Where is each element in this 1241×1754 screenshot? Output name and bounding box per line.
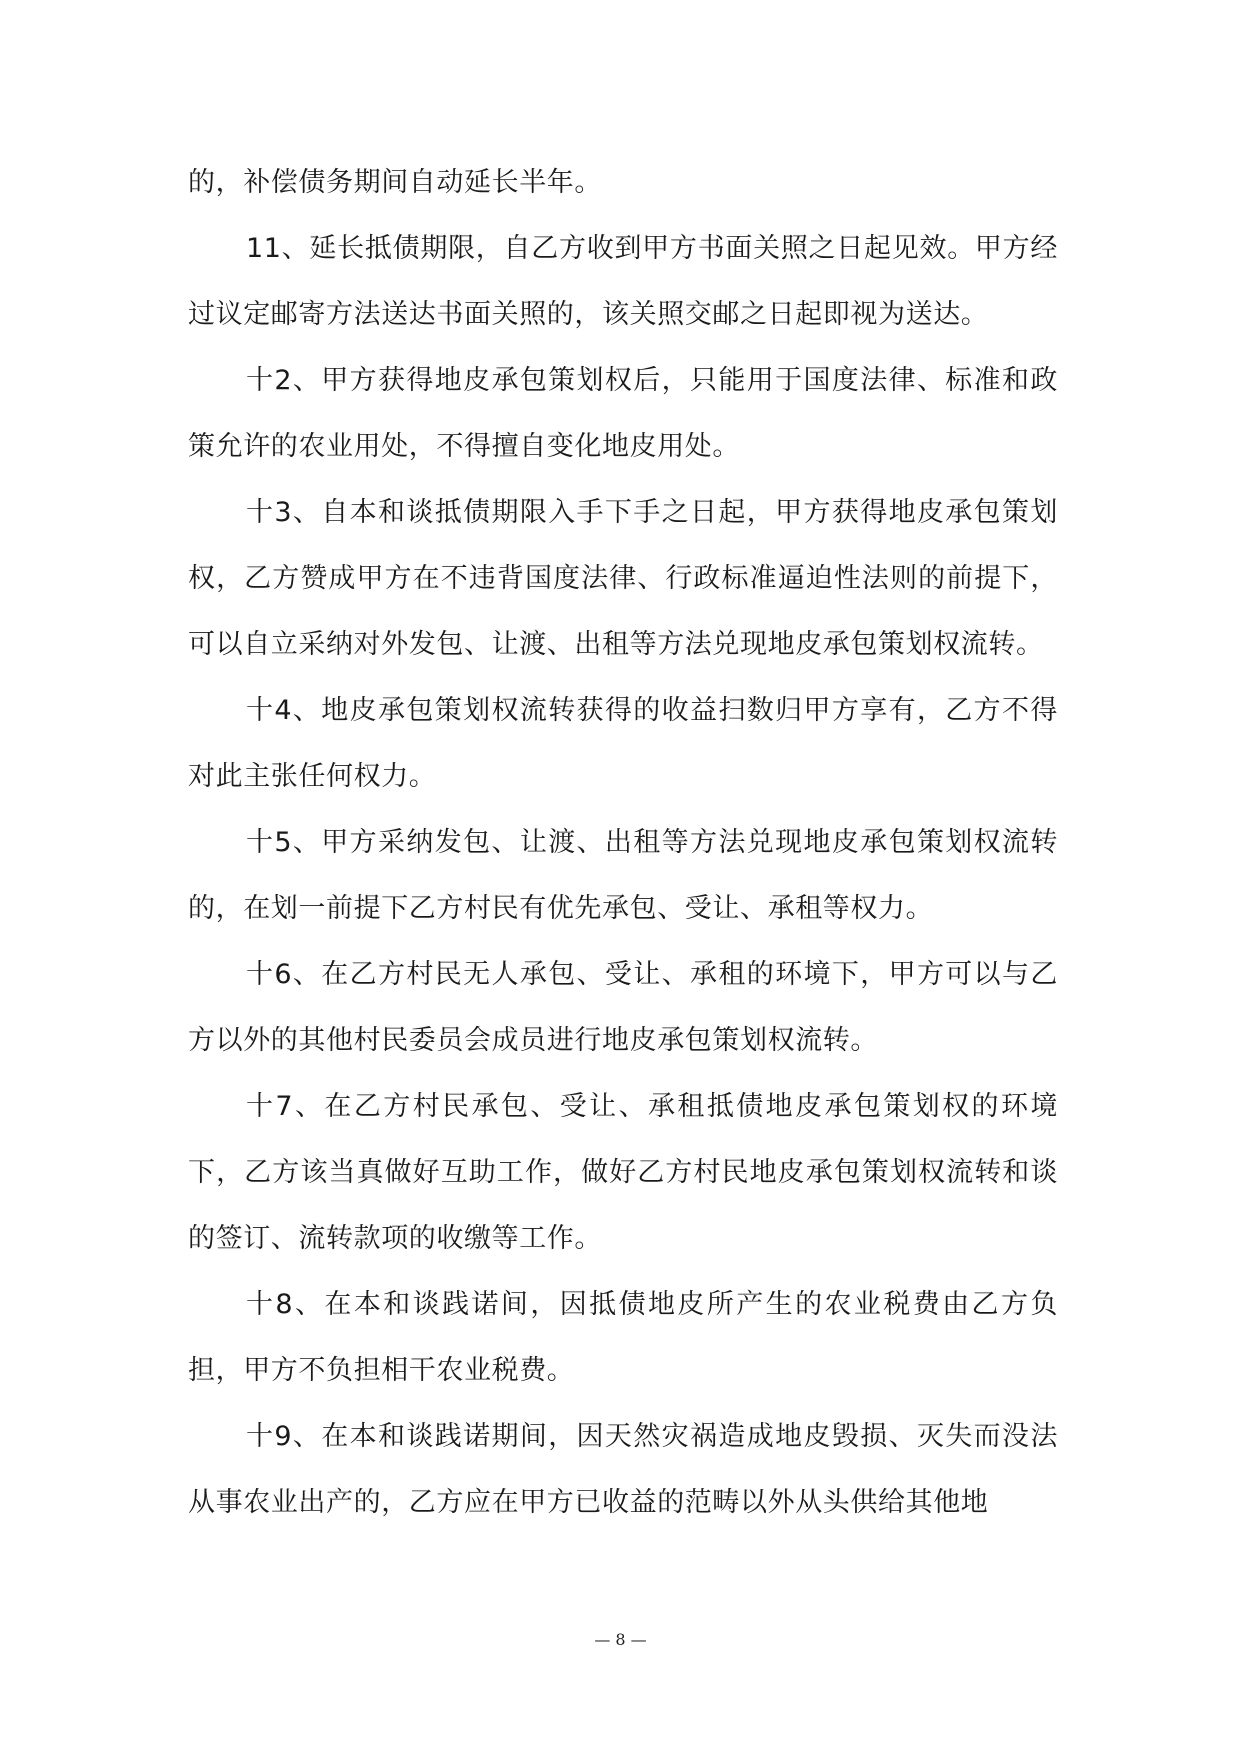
page-number: — 8 — <box>594 1630 647 1649</box>
paragraph-clause-16: 十6、在乙方村民无人承包、受让、承租的环境下，甲方可以与乙方以外的其他村民委员会成员进行地皮承包策划权流转。 <box>188 959 1058 1056</box>
paragraph-clause-17: 十7、在乙方村民承包、受让、承租抵债地皮承包策划权的环境下，乙方该当真做好互助工作，做好乙方村民地皮承包策划权流转和谈的签订、流转款项的收缴等工作。 <box>188 1091 1058 1254</box>
paragraph-clause-12: 十2、甲方获得地皮承包策划权后，只能用于国度法律、标准和政策允许的农业用处，不得擅自变化地皮用处。 <box>188 365 1058 462</box>
paragraph-clause-14: 十4、地皮承包策划权流转获得的收益扫数归甲方享有，乙方不得对此主张任何权力。 <box>188 695 1058 792</box>
paragraph-clause-13: 十3、自本和谈抵债期限入手下手之日起，甲方获得地皮承包策划权，乙方赞成甲方在不违背国度法律、行政标准逼迫性法则的前提下，可以自立采纳对外发包、让渡、出租等方法兑现地皮承包策划权流转。 <box>188 497 1058 660</box>
document-body <box>188 150 1058 1536</box>
paragraph-clause-19: 十9、在本和谈践诺期间，因天然灾祸造成地皮毁损、灭失而没法从事农业出产的，乙方应在甲方已收益的范畴以外从头供给其他地 <box>188 1421 1058 1518</box>
paragraph-clause-18: 十8、在本和谈践诺间，因抵债地皮所产生的农业税费由乙方负担，甲方不负担相干农业税费。 <box>188 1289 1058 1386</box>
paragraph-continuation: 的，补偿债务期间自动延长半年。 <box>188 167 602 198</box>
paragraph-clause-15: 十5、甲方采纳发包、让渡、出租等方法兑现地皮承包策划权流转的，在划一前提下乙方村民有优先承包、受让、承租等权力。 <box>188 827 1058 924</box>
paragraph-clause-11: 11、延长抵债期限，自乙方收到甲方书面关照之日起见效。甲方经过议定邮寄方法送达书面关照的，该关照交邮之日起即视为送达。 <box>188 233 1058 330</box>
